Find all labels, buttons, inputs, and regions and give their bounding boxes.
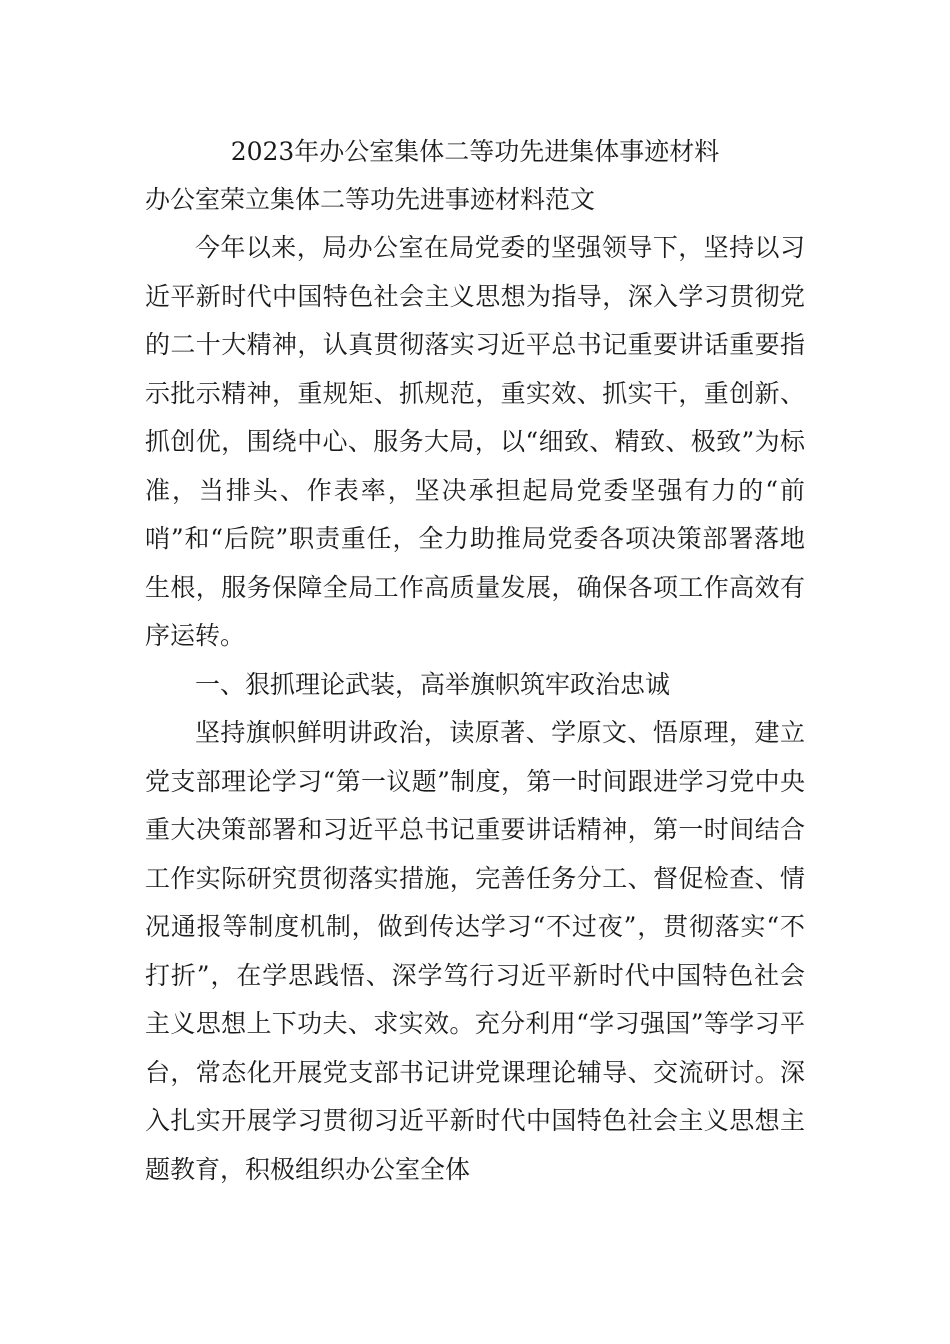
intro-paragraph: 今年以来，局办公室在局党委的坚强领导下，坚持以习近平新时代中国特色社会主义思想为指导，深入学习贯彻党的二十大精神，认真贯彻落实习近平总书记重要讲话重要指示批示精神，重规矩、抓规范，重实效、抓实干，重创新、抓创优，围绕中心、服务大局，以“细致、精致、极致”为标准，当排头、作表率，坚决承担起局党委坚强有力的“前哨”和“后院”职责重任，全力助推局党委各项决策部署落地生根，服务保障全局工作高质量发展，确保各项工作高效有序运转。 [145,233,805,650]
document-title: 2023年办公室集体二等功先进集体事迹材料 [230,137,720,166]
document-subtitle: 办公室荣立集体二等功先进事迹材料范文 [145,185,596,214]
section-heading: 一、狠抓理论武装，高举旗帜筑牢政治忠诚 [195,669,671,699]
section-paragraph: 坚持旗帜鲜明讲政治，读原著、学原文、悟原理，建立党支部理论学习“第一议题”制度，第一时间跟进学习党中央重大决策部署和习近平总书记重要讲话精神，第一时间结合工作实际研究贯彻落实措施，完善任务分工、督促检查、情况通报等制度机制，做到传达学习“不过夜”，贯彻落实“不打折”，在学思践悟、深学笃行习近平新时代中国特色社会主义思想上下功夫、求实效。充分利用“学习强国”等学习平台，常态化开展党支部书记讲党课理论辅导、交流研讨。深入扎实开展学习贯彻习近平新时代中国特色社会主义思想主题教育，积极组织办公室全体 [145,718,805,1184]
document-body [145,128,805,1194]
